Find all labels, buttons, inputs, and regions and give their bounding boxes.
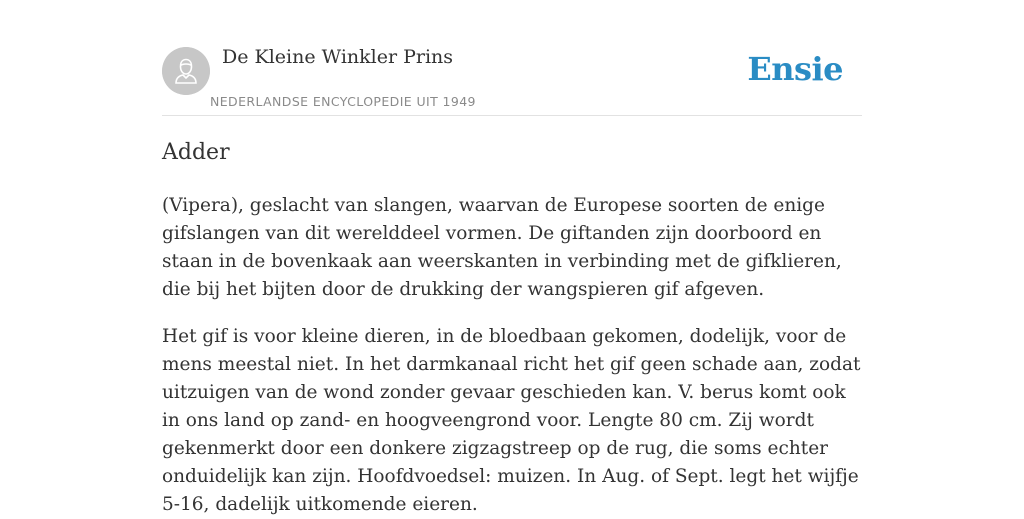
source-title[interactable]: De Kleine Winkler Prins (222, 46, 454, 68)
source-avatar[interactable] (162, 47, 210, 95)
article-paragraph: Het gif is voor kleine dieren, in de bloedbaan gekomen, dodelijk, voor de mens meestal niet. In het darmkanaal richt het gif geen schade aan, zodat uitzuigen van de wond zonder gevaar geschieden kan. V. berus komt ook in ons land op zand- en hoogveengrond voor. Lengte 80 cm. Zij wordt gekenmerkt door een donkere zigzagstreep op de rug, die soms echter onduidelijk kan zijn. Hoofdvoedsel: muizen. In Aug. of Sept. legt het wijfje 5-16, dadelijk uitkomende eieren. (162, 326, 861, 515)
page-container (162, 0, 862, 515)
user-silhouette-icon (162, 47, 210, 95)
article-title: Adder (162, 140, 230, 165)
source-header (162, 0, 862, 116)
ensie-logo-link[interactable]: Ensie (747, 50, 843, 88)
source-subtitle: NEDERLANDSE ENCYCLOPEDIE UIT 1949 (210, 94, 476, 109)
article-paragraph: (Vipera), geslacht van slangen, waarvan de Europese soorten de enige gifslangen van dit werelddeel vormen. De giftanden zijn doorboord en staan in de bovenkaak aan weerskanten in verbinding met de gifklieren, die bij het bijten door de drukking der wangspieren gif afgeven. (162, 195, 842, 300)
